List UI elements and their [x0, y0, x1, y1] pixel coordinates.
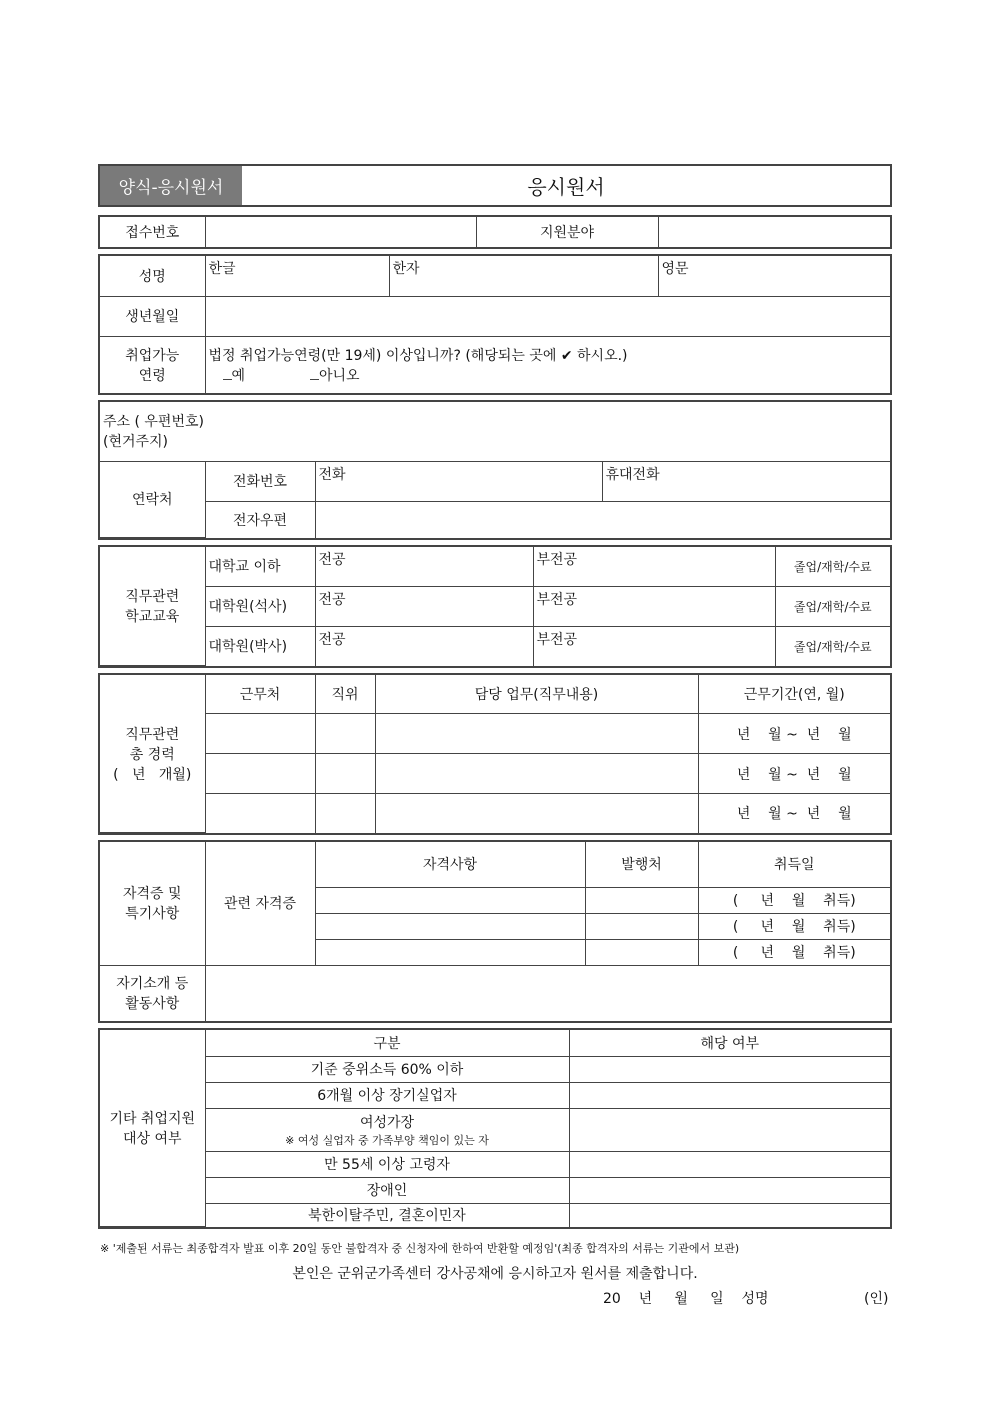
career-label-line3: ( 년 개월) — [113, 766, 192, 783]
certificate-label-line2: 특기사항 — [125, 906, 180, 923]
edu-status[interactable]: 졸업/재학/수료 — [775, 586, 890, 626]
age-label — [100, 336, 205, 393]
support-applicable-field[interactable] — [569, 1082, 890, 1108]
edu-major-field[interactable] — [315, 547, 533, 586]
age-question: 법정 취업가능연령(만 19세) 이상입니까? (해당되는 곳에 ✔ 하시오.) — [208, 347, 628, 364]
support-item: 여성가장 — [359, 1114, 415, 1131]
duty-header: 담당 업무(직무내용) — [375, 675, 698, 714]
age-question-cell — [205, 336, 890, 393]
period-field[interactable]: 년 월 ~ 년 월 — [698, 794, 890, 833]
certificate-section — [98, 840, 892, 1023]
cert-issuer-field[interactable] — [585, 887, 698, 913]
form-tag: 양식-응시원서 — [100, 166, 242, 205]
no-label: 아니오 — [318, 367, 360, 384]
position-field[interactable] — [315, 754, 375, 794]
cert-date-field[interactable]: ( 년 월 취득) — [698, 913, 890, 939]
period-field[interactable]: 년 월 ~ 년 월 — [698, 714, 890, 754]
workplace-field[interactable] — [205, 754, 315, 794]
name-hanja-field[interactable] — [389, 256, 658, 296]
cert-issuer-header: 발행처 — [585, 842, 698, 887]
edu-minor-field[interactable] — [533, 586, 775, 626]
education-section — [98, 545, 892, 668]
workplace-field[interactable] — [205, 714, 315, 754]
cert-date-header: 취득일 — [698, 842, 890, 887]
position-field[interactable] — [315, 714, 375, 754]
support-applicable-field[interactable] — [569, 1056, 890, 1082]
career-label — [100, 675, 205, 833]
name-hangul-field[interactable] — [205, 256, 389, 296]
email-label: 전자우편 — [205, 501, 315, 538]
edu-major-field[interactable] — [315, 626, 533, 665]
birth-field[interactable] — [205, 296, 890, 336]
support-applicable-field[interactable] — [569, 1108, 890, 1151]
phone-sublabel: 전화 — [318, 466, 346, 483]
address-cell[interactable] — [100, 402, 890, 461]
age-label-line1: 취업가능 — [125, 347, 180, 364]
education-label-line2: 학교교육 — [125, 609, 180, 625]
age-label-line2: 연령 — [138, 367, 166, 384]
application-field-input[interactable] — [658, 217, 890, 247]
personal-section — [98, 254, 892, 395]
cert-item-field[interactable] — [315, 887, 585, 913]
edu-level: 대학원(박사) — [205, 626, 315, 665]
career-label-line2: 총 경력 — [129, 746, 175, 763]
receipt-number-field[interactable] — [205, 217, 476, 247]
support-applicable-field[interactable] — [569, 1177, 890, 1203]
intro-label — [100, 965, 205, 1021]
support-label-line1: 기타 취업지원 — [109, 1111, 196, 1127]
hanja-label: 한자 — [392, 261, 420, 277]
period-field[interactable]: 년 월 ~ 년 월 — [698, 754, 890, 794]
duty-field[interactable] — [375, 794, 698, 833]
mobile-sublabel: 휴대전화 — [605, 466, 660, 483]
period-header: 근무기간(연, 월) — [698, 675, 890, 714]
contact-label: 연락처 — [100, 461, 205, 538]
receipt-section — [98, 215, 892, 249]
career-section — [98, 673, 892, 835]
contact-section — [98, 400, 892, 540]
position-field[interactable] — [315, 794, 375, 833]
phone-label: 전화번호 — [205, 461, 315, 501]
intro-label-line2: 활동사항 — [125, 996, 180, 1013]
cert-issuer-field[interactable] — [585, 913, 698, 939]
cert-date-field[interactable]: ( 년 월 취득) — [698, 887, 890, 913]
cert-item-field[interactable] — [315, 939, 585, 965]
certificate-label-line1: 자격증 및 — [122, 886, 182, 903]
cert-item-field[interactable] — [315, 913, 585, 939]
address-label-line2: (현거주지) — [103, 434, 169, 451]
seal-mark: (인) — [864, 1291, 889, 1307]
receipt-number-label: 접수번호 — [100, 217, 205, 247]
edu-status[interactable]: 졸업/재학/수료 — [775, 626, 890, 665]
certificate-label — [100, 842, 205, 965]
support-item: 만 55세 이상 고령자 — [205, 1151, 569, 1177]
support-applicable-field[interactable] — [569, 1151, 890, 1177]
support-section — [98, 1028, 892, 1229]
edu-level: 대학원(석사) — [205, 586, 315, 626]
edu-minor-label: 부전공 — [536, 552, 578, 568]
support-category-header: 구분 — [205, 1030, 569, 1056]
edu-level: 대학교 이하 — [205, 547, 315, 586]
support-item-female — [205, 1108, 569, 1151]
support-applicable-header: 해당 여부 — [569, 1030, 890, 1056]
name-label: 성명 — [100, 256, 205, 296]
related-certificate-label: 관련 자격증 — [205, 842, 315, 965]
workplace-field[interactable] — [205, 794, 315, 833]
cert-issuer-field[interactable] — [585, 939, 698, 965]
edu-minor-field[interactable] — [533, 626, 775, 665]
hangul-label: 한글 — [208, 261, 236, 277]
mobile-field[interactable] — [602, 461, 890, 501]
cert-item-header: 자격사항 — [315, 842, 585, 887]
edu-status[interactable]: 졸업/재학/수료 — [775, 547, 890, 586]
date-sign: 20 년 월 일 성명 — [603, 1291, 769, 1307]
support-item: 6개월 이상 장기실업자 — [205, 1082, 569, 1108]
edu-minor-label: 부전공 — [536, 591, 578, 608]
phone-field[interactable] — [315, 461, 602, 501]
yes-checkbox[interactable] — [223, 379, 232, 380]
support-label — [100, 1030, 205, 1227]
cert-date-field[interactable]: ( 년 월 취득) — [698, 939, 890, 965]
support-item: 북한이탈주민, 결혼이민자 — [205, 1203, 569, 1227]
english-label: 영문 — [661, 261, 689, 277]
yes-label: 예 — [231, 367, 246, 384]
support-item: 기준 중위소득 60% 이하 — [205, 1056, 569, 1082]
workplace-header: 근무처 — [205, 675, 315, 714]
edu-minor-field[interactable] — [533, 547, 775, 586]
name-english-field[interactable] — [658, 256, 890, 296]
position-header: 직위 — [315, 675, 375, 714]
female-note: ※ 여성 실업자 중 가족부양 책임이 있는 자 — [285, 1133, 489, 1147]
edu-major-field[interactable] — [315, 586, 533, 626]
duty-field[interactable] — [375, 714, 698, 754]
duty-field[interactable] — [375, 754, 698, 794]
email-field[interactable] — [315, 501, 890, 538]
education-label-line1: 직무관련 — [125, 589, 180, 605]
support-applicable-field[interactable] — [569, 1203, 890, 1227]
declaration: 본인은 군위군가족센터 강사공채에 응시하고자 원서를 제출합니다. — [292, 1266, 698, 1282]
education-label — [100, 547, 205, 666]
edu-major-label: 전공 — [318, 552, 346, 568]
edu-major-label: 전공 — [318, 591, 346, 608]
career-label-line1: 직무관련 — [125, 726, 180, 743]
footer-note: ※ '제출된 서류는 최종합격자 발표 이후 20일 동안 불합격자 중 신청자에 한하여 반환할 예정임'(최종 합격자의 서류는 기관에서 보관) — [100, 1242, 740, 1255]
form-header — [98, 164, 892, 207]
edu-minor-label: 부전공 — [536, 631, 578, 648]
application-field-label: 지원분야 — [476, 217, 658, 247]
no-checkbox[interactable] — [310, 379, 319, 380]
intro-label-line1: 자기소개 등 — [116, 976, 189, 993]
support-label-line2: 대상 여부 — [122, 1131, 182, 1147]
edu-major-label: 전공 — [318, 631, 346, 648]
page-title: 응시원서 — [527, 175, 605, 199]
address-label-line1: 주소 ( 우편번호) — [103, 414, 204, 431]
birth-label: 생년월일 — [100, 296, 205, 336]
intro-field[interactable] — [205, 965, 890, 1021]
support-item: 장애인 — [205, 1177, 569, 1203]
